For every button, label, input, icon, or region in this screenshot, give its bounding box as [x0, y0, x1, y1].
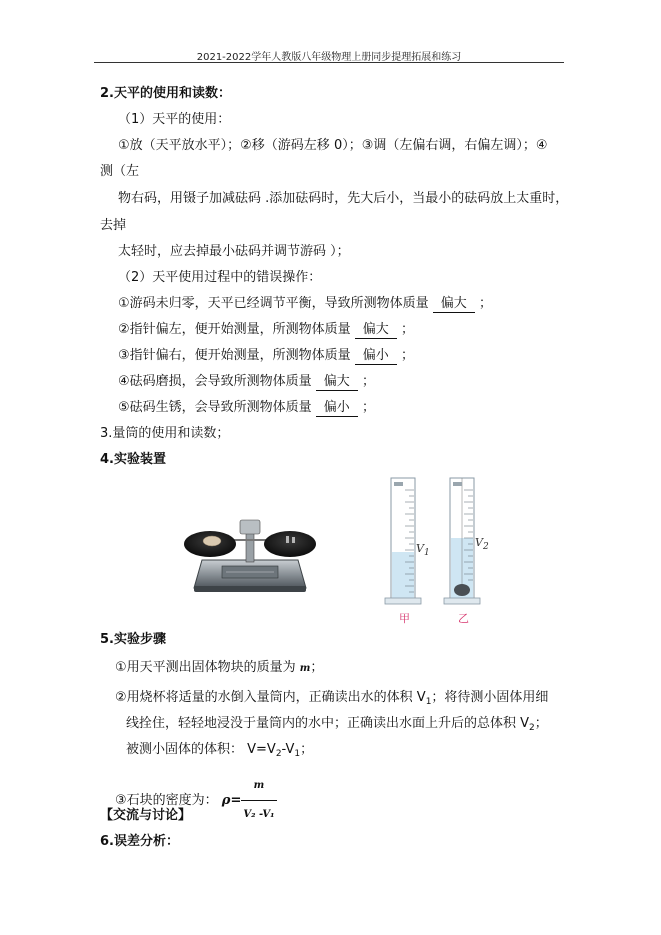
step-1-text: ①用天平测出固体物块的质量为 [115, 660, 296, 675]
balance-scale-illustration [180, 510, 320, 596]
section-4-heading: 4.实验装置 [100, 452, 166, 467]
header-rule [94, 62, 564, 63]
step-2-line-2: 线拴住，轻轻地浸没于量筒内的水中；正确读出水面上升后的总体积 $V_2$； [126, 716, 548, 733]
error-item-end: ； [361, 374, 375, 389]
balance-steps-line-1: ①放（天平放水平）；②移（游码左移 0）；③调（左偏右调，右偏左调）；④ [118, 138, 548, 153]
page-header: 2021-2022学年人教版八年级物理上册同步提理拓展和练习 [196, 52, 462, 63]
density-denominator: V₂ -V₁ [243, 809, 275, 820]
measuring-cylinder-a-illustration [383, 474, 431, 608]
error-item-text: ③指针偏右，便开始测量，所测物体质量 [118, 348, 351, 363]
cylinder-b-label: 乙 [458, 612, 469, 625]
error-item-end: ； [478, 296, 492, 311]
error-item-answer: 偏大 [355, 322, 397, 339]
error-item-answer: 偏小 [316, 400, 358, 417]
density-symbol: ρ= [221, 793, 242, 808]
step-1-end: ； [310, 660, 324, 675]
step-2-line-1: ②用烧杯将适量的水倒入量筒内，正确读出水的体积 $V_1$；将待测小固体用细 [115, 690, 549, 707]
error-item [118, 374, 375, 391]
cylinder-a-volume-label: $V_1$ [416, 542, 430, 558]
error-item [118, 400, 375, 417]
error-item-end: ； [361, 400, 375, 415]
section-2-heading: 2.天平的使用和读数： [100, 86, 231, 101]
error-item [118, 296, 492, 313]
error-item-text: ①游码未归零，天平已经调节平衡，导致所测物体质量 [118, 296, 429, 311]
balance-steps-line-4: 去掉 [100, 218, 127, 233]
cylinder-a-label: 甲 [399, 612, 410, 625]
error-item-answer: 偏大 [316, 374, 358, 391]
error-item-end: ； [400, 348, 414, 363]
step-1 [115, 660, 323, 677]
section-5-heading: 5.实验步骤 [100, 632, 166, 647]
density-formula [241, 772, 276, 829]
error-item-answer: 偏小 [355, 348, 397, 365]
balance-steps-line-2: 测（左 [100, 164, 140, 179]
section-3-heading: 3.量筒的使用和读数； [100, 426, 230, 441]
balance-usage-subheading: （1）天平的使用： [118, 112, 231, 127]
error-item [118, 322, 414, 339]
mass-symbol: m [299, 663, 311, 674]
error-item [118, 348, 414, 365]
step-3-text: ③石块的密度为： [115, 793, 218, 808]
error-item-end: ； [400, 322, 414, 337]
error-item-text: ⑤砝码生锈，会导致所测物体质量 [118, 400, 312, 415]
balance-errors-subheading: （2）天平使用过程中的错误操作： [118, 270, 322, 285]
step-2-line-3: 被测小固体的体积： $V=V_2-V_1$； [126, 742, 314, 759]
error-item-text: ②指针偏左，便开始测量，所测物体质量 [118, 322, 351, 337]
balance-steps-line-3: 物右码，用镊子加减砝码 .添加砝码时，先大后小，当最小的砝码放上太重时， [118, 191, 569, 206]
discussion-heading: 【交流与讨论】 [100, 808, 192, 823]
error-item-answer: 偏大 [433, 296, 475, 313]
error-item-text: ④砝码磨损，会导致所测物体质量 [118, 374, 312, 389]
cylinder-b-volume-label: $V_2$ [475, 536, 489, 552]
section-6-heading: 6.误差分析： [100, 834, 179, 849]
density-numerator: m [241, 772, 276, 801]
balance-steps-line-5: 太轻时，应去掉最小砝码并调节游码 ）； [118, 244, 350, 259]
